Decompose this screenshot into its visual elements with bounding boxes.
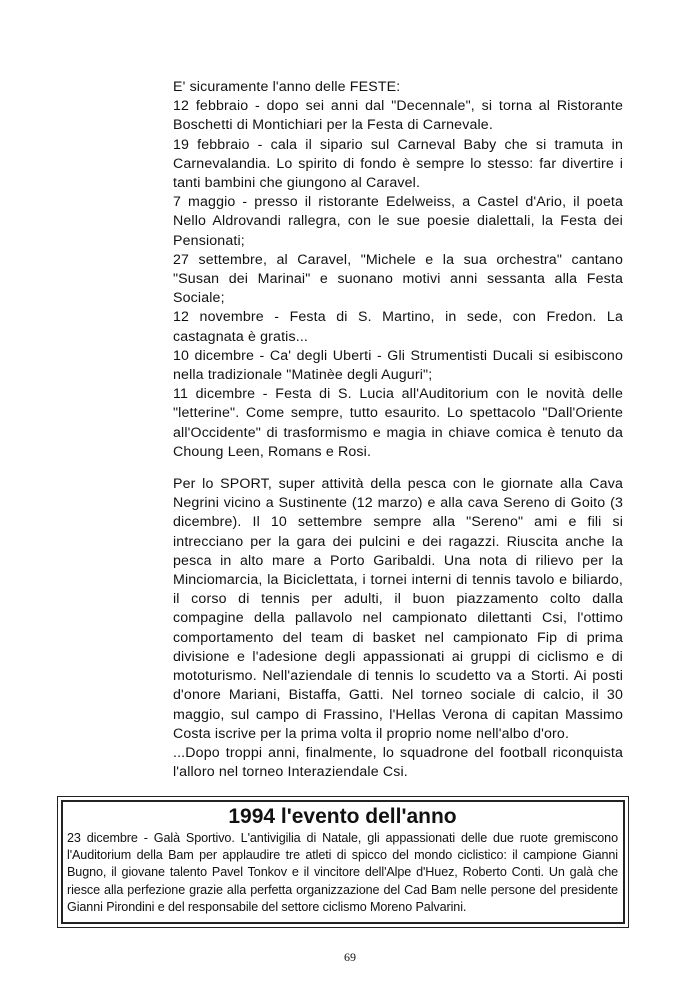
sport-paragraph: Per lo SPORT, super attività della pesca con le giornate alla Cava Negrini vicino a Sustinente (12 marzo) e alla cava Sereno di Goito (3 dicembre). Il 10 settembre sempre alla "Sereno" ami e fili si intrecciano per la gara dei pulcini e dei ragazzi. Riuscita anche la pesca in alto mare a Porto Garibaldi. Una nota di rilievo per la Minciomarcia, la Biciclettata, i tornei interni di tennis tavolo e biliardo, il corso di tennis per adulti, il buon piazzamento colto dalla compagine della pallavolo nel campionato dilettanti Csi, l'ottimo comportamento del team di basket nel campionato Fip di prima divisione e l'adesione degli appassionati ai gruppi di ciclismo e di mototurismo. Nell'aziendale di tennis lo scudetto va a Storti. Ai posti d'onore Mariani, Bistaffa, Gatti. Nel torneo sociale di calcio, il 30 maggio, sul campo di Frassino, l'Hellas Verona di capitan Massimo Costa iscrive per la prima volta il proprio nome nell'albo d'oro. bbox=[173, 476, 623, 742]
sport-football-paragraph: ...Dopo troppi anni, finalmente, lo squadrone del football riconquista l'alloro nel torneo Interaziendale Csi. bbox=[173, 744, 623, 781]
event-text: 23 dicembre - Galà Sportivo. L'antivigilia di Natale, gli appassionati delle due ruote gremiscono l'Auditorium della Bam per applaudire tre atleti di spicco del mondo ciclistico: il campione Gianni Bugno, il giovane talento Pavel Tonkov e il vincitore dell'Alpe d'Huez, Roberto Conti. Un galà che riesce alla perfezione grazie alla perfetta organizzazione del Cad Bam nelle persone del presidente Gianni Pirondini e del responsabile del settore ciclismo Moreno Palvarini. bbox=[67, 831, 618, 914]
feste-item-carneval-baby: 19 febbraio - cala il sipario sul Carneval Baby che si tramuta in Carnevalandia. Lo spirito di fondo è sempre lo stesso: far divertire i tanti bambini che giungono al Caravel. bbox=[173, 136, 623, 192]
feste-item-matinee: 10 dicembre - Ca' degli Uberti - Gli Strumentisti Ducali si esibiscono nella tradizionale "Matinèe degli Auguri"; bbox=[173, 347, 623, 384]
feste-item-santa-lucia: 11 dicembre - Festa di S. Lucia all'Auditorium con le novità delle "letterine". Come sempre, tutto esaurito. Lo spettacolo "Dall'Oriente all'Occidente" di trasformismo e magia in chiave comica è tenuto da Choung Leen, Romans e Rosi. bbox=[173, 386, 623, 460]
event-box-inner-border bbox=[61, 800, 625, 924]
page-number: 69 bbox=[344, 950, 356, 964]
feste-intro: E' sicuramente l'anno delle FESTE: bbox=[173, 79, 401, 95]
feste-item-san-martino: 12 novembre - Festa di S. Martino, in sede, con Fredon. La castagnata è gratis... bbox=[173, 309, 623, 345]
paragraph-gap bbox=[173, 462, 623, 475]
feste-item-pensionati: 7 maggio - presso il ristorante Edelweiss, a Castel d'Ario, il poeta Nello Aldrovandi rallegra, con le sue poesie dialettali, la Festa dei Pensionati; bbox=[173, 194, 623, 249]
feste-item-carnevale: 12 febbraio - dopo sei anni dal "Decennale", si torna al Ristorante Boschetti di Montichiari per la Festa di Carnevale. bbox=[173, 98, 623, 134]
article-body bbox=[173, 78, 623, 782]
event-of-the-year-box bbox=[57, 796, 629, 928]
feste-item-festa-sociale: 27 settembre, al Caravel, "Michele e la sua orchestra" cantano "Susan dei Marinai" e suonano motivi anni sessanta alla Festa Sociale; bbox=[173, 251, 623, 307]
event-title: 1994 l'evento dell'anno bbox=[228, 805, 457, 828]
